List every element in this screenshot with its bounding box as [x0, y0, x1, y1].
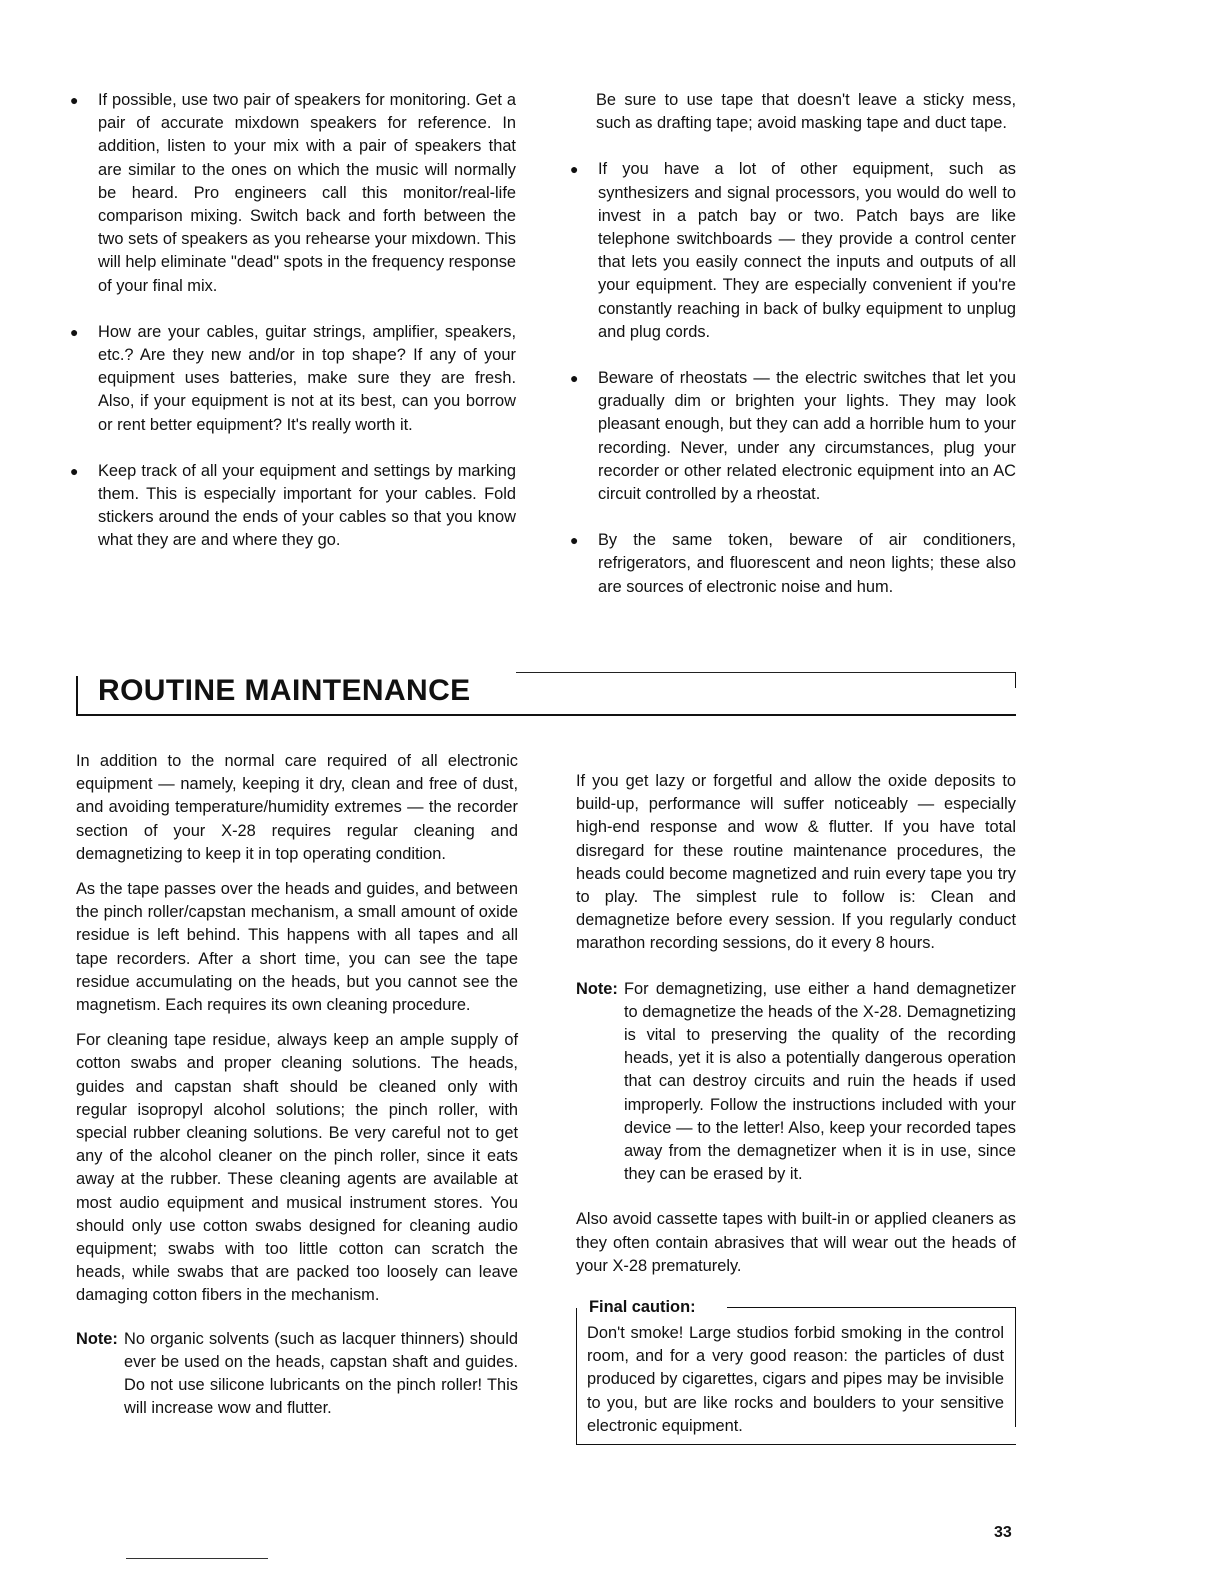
- list-item: ● By the same token, beware of air conditioners, refrigerators, and fluorescent and neon lights; these also are sources of electronic noise and hum.: [570, 531, 1016, 596]
- top-left-column: [70, 89, 516, 576]
- note-text: No organic solvents (such as lacquer thinners) should ever be used on the heads, capstan shaft and guides. Do not use silicone lubricants on the pinch roller! This will increase wow and flutter.: [124, 1329, 518, 1418]
- page-number: 33: [994, 1524, 1012, 1541]
- caution-title: Final caution:: [585, 1296, 700, 1319]
- note-label: Note:: [576, 979, 618, 998]
- top-right-column: [570, 89, 1016, 622]
- paragraph: Also avoid cassette tapes with built-in or applied cleaners as they often contain abrasives that will wear out the heads of your X-28 prematurely.: [576, 1210, 1016, 1275]
- bullet-icon: ●: [570, 370, 579, 387]
- paragraph: For cleaning tape residue, always keep an ample supply of cotton swabs and proper cleaning solutions. The heads, guides and capstan shaft should be cleaned only with regular isopropyl alcohol solutions; the pinch roller, with special rubber cleaning solutions. Be very careful not to get any of the alcohol cleaner on the pinch roller, since it eats away at the rubber. These cleaning agents are available at most audio equipment and musical instrument stores. You should only use cotton swabs designed for cleaning audio equipment; swabs with too little cotton can scratch the heads, while swabs that are packed too loosely can leave damaging cotton fibers in the mechanism.: [76, 1031, 518, 1305]
- list-item: ● If possible, use two pair of speakers for monitoring. Get a pair of accurate mixdown speakers for reference. In addition, listen to your mix with a pair of speakers that are similar to the ones on which the music will normally be heard. Pro engineers call this monitor/real-life comparison mixing. Switch back and forth between the two sets of speakers as you rehearse your mixdown. This will help eliminate "dead" spots in the frequency response of your final mix.: [70, 91, 517, 295]
- footer-rule: [126, 1558, 268, 1559]
- header-left-rule: [76, 676, 78, 716]
- caution-top-rule: [727, 1307, 1016, 1308]
- caution-right-rule: [1015, 1307, 1016, 1427]
- paragraph: In addition to the normal care required of all electronic equipment — namely, keeping it dry, clean and free of dust, and avoiding temperature/humidity extremes — the recorder section of your X-28 requires regular cleaning and demagnetizing to keep it in top operating condition.: [76, 752, 518, 863]
- bullet-icon: ●: [70, 323, 79, 340]
- list-item: ● If you have a lot of other equipment, such as synthesizers and signal processors, you would do well to invest in a patch bay or two. Patch bays are like telephone switchboards — they provide a control center that lets you easily connect the inputs and outputs of all your equipment. They are especially convenient if you're constantly reaching in back of bulky equipment to unplug and plug cords.: [570, 160, 1016, 341]
- section-title: ROUTINE MAINTENANCE: [98, 674, 471, 707]
- lead-paragraph: Be sure to use tape that doesn't leave a sticky mess, such as drafting tape; avoid masking tape and duct tape.: [596, 91, 1016, 133]
- note-label: Note:: [76, 1329, 118, 1348]
- bottom-right-column: [576, 770, 1016, 1445]
- bullet-icon: ●: [70, 462, 79, 479]
- note: [576, 978, 1016, 1187]
- header-bottom-rule: [76, 714, 1016, 716]
- bullet-icon: ●: [70, 92, 79, 108]
- bullet-icon: ●: [570, 532, 579, 549]
- section-header: [76, 670, 1016, 716]
- bottom-left-column: [76, 750, 518, 1432]
- paragraph: If you get lazy or forgetful and allow the oxide deposits to build-up, performance will suffer noticeably — especially high-end response and wow & flutter. If you have total disregard for these routine maintenance procedures, the heads could become magnetized and ruin every tape you try to play. The simplest rule to follow is: Clean and demagnetize before every session. If you regularly conduct marathon recording sessions, do it every 8 hours.: [576, 772, 1016, 953]
- header-right-rule: [1015, 672, 1016, 688]
- list-item: ● Beware of rheostats — the electric switches that let you gradually dim or brighten your lights. They may look pleasant enough, but they can add a horrible hum to your recording. Never, under any circumstances, plug your recorder or other related electronic equipment into an AC circuit controlled by a rheostat.: [570, 369, 1016, 504]
- list-item: ● How are your cables, guitar strings, amplifier, speakers, etc.? Are they new and/or in top shape? If any of your equipment uses batteries, make sure they are fresh. Also, if your equipment is not at its best, can you borrow or rent better equipment? It's really worth it.: [70, 322, 516, 434]
- note-text: For demagnetizing, use either a hand demagnetizer to demagnetize the heads of the X-28. Demagnetizing is vital to preserving the quality of the recording heads, yet it is also a potentially dangerous operation that can destroy circuits and ruin the heads if used improperly. Follow the instructions included with your device — to the letter! Also, keep your recorded tapes away from the demagnetizer when it is in use, since they can be erased by it.: [624, 979, 1016, 1184]
- list-item: ● Keep track of all your equipment and settings by marking them. This is especially important for your cables. Fold stickers around the ends of your cables so that you know what they are and where they go.: [70, 461, 516, 550]
- bullet-icon: ●: [570, 161, 579, 178]
- paragraph: As the tape passes over the heads and guides, and between the pinch roller/capstan mechanism, a small amount of oxide residue is left behind. This happens with all tapes and all tape recorders. After a short time, you can see the tape residue accumulating on the heads, but you cannot see the magnetism. Each requires its own cleaning procedure.: [76, 880, 518, 1015]
- caution-box: [576, 1298, 1016, 1445]
- header-top-rule: [516, 672, 1016, 673]
- caution-text: Don't smoke! Large studios forbid smoking in the control room, and for a very good reason: the particles of dust produced by cigarettes, cigars and pipes may be invisible to you, but are like rocks and boulders to your sensitive electronic equipment.: [587, 1324, 1004, 1435]
- note: [76, 1328, 518, 1421]
